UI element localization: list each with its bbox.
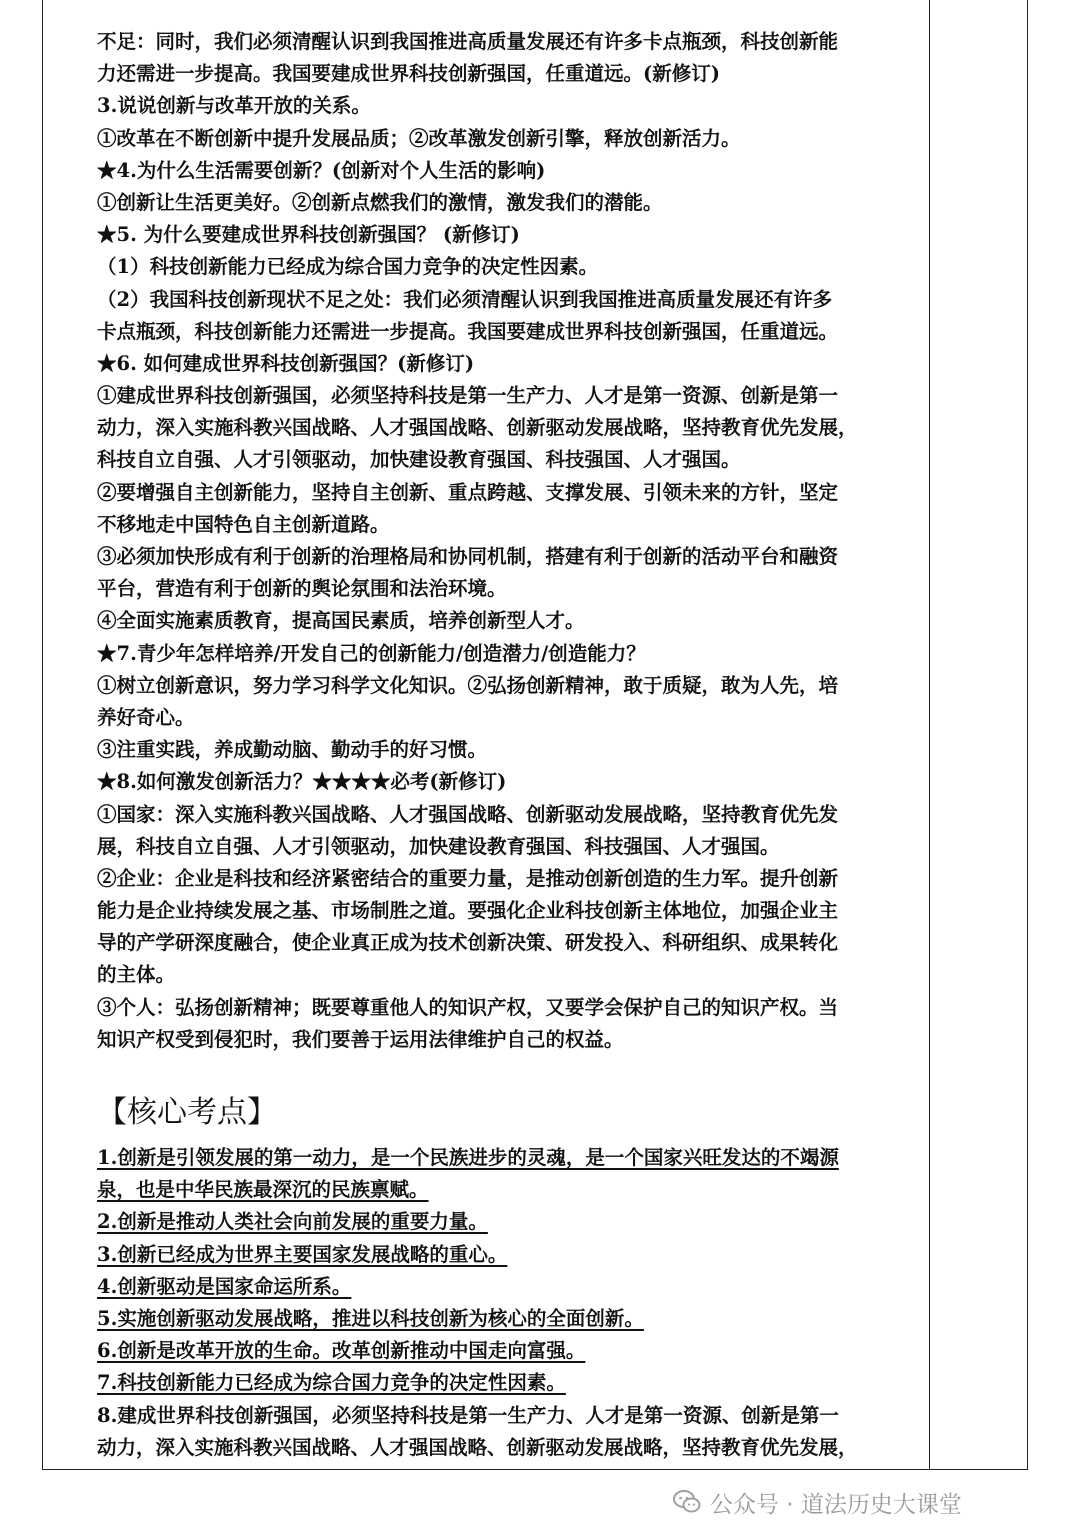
text-line: ①国家：深入实施科教兴国战略、人才强国战略、创新驱动发展战略，坚持教育优先发 bbox=[97, 802, 839, 826]
core-point-line: 6.创新是改革开放的生命。改革创新推动中国走向富强。 bbox=[97, 1339, 586, 1363]
core-point-line: 7.科技创新能力已经成为综合国力竞争的决定性因素。 bbox=[97, 1371, 566, 1395]
text-line: 不移地走中国特色自主创新道路。 bbox=[97, 512, 390, 536]
text-line: ①创新让生活更美好。②创新点燃我们的激情，激发我们的潜能。 bbox=[97, 190, 663, 214]
core-point-line: 4.创新驱动是国家命运所系。 bbox=[97, 1274, 352, 1298]
core-point-line: 3.创新已经成为世界主要国家发展战略的重心。 bbox=[97, 1242, 508, 1266]
text-line: 卡点瓶颈，科技创新能力还需进一步提高。我国要建成世界科技创新强国，任重道远。 bbox=[97, 319, 839, 343]
text-line: ①树立创新意识，努力学习科学文化知识。②弘扬创新精神，敢于质疑，敢为人先，培 bbox=[97, 673, 839, 697]
text-line: 知识产权受到侵犯时，我们要善于运用法律维护自己的权益。 bbox=[97, 1027, 624, 1051]
text-line: ②要增强自主创新能力，坚持自主创新、重点跨越、支撑发展、引领未来的方针，坚定 bbox=[97, 480, 839, 504]
core-point-line: 2.创新是推动人类社会向前发展的重要力量。 bbox=[97, 1210, 488, 1234]
watermark bbox=[672, 1484, 962, 1520]
core-point-line: 动力，深入实施科教兴国战略、人才强国战略、创新驱动发展战略，坚持教育优先发展， bbox=[97, 1435, 858, 1459]
question-4: ★4.为什么生活需要创新？(创新对个人生活的影响) bbox=[97, 158, 546, 182]
question-5: ★5. 为什么要建成世界科技创新强国？ (新修订) bbox=[97, 223, 520, 247]
text-line: 养好奇心。 bbox=[97, 705, 195, 729]
text-line: ③注重实践，养成勤动脑、勤动手的好习惯。 bbox=[97, 738, 488, 762]
text-line: ④全面实施素质教育，提高国民素质，培养创新型人才。 bbox=[97, 609, 585, 633]
section-heading: 【核心考点】 bbox=[97, 1095, 277, 1130]
text-line: 能力是企业持续发展之基、市场制胜之道。要强化企业科技创新主体地位，加强企业主 bbox=[97, 899, 839, 923]
core-point-line: 5.实施创新驱动发展战略，推进以科技创新为核心的全面创新。 bbox=[97, 1306, 644, 1330]
core-point-line: 1.创新是引领发展的第一动力，是一个民族进步的灵魂，是一个国家兴旺发达的不竭源 bbox=[97, 1146, 839, 1169]
question-3: 3.说说创新与改革开放的关系。 bbox=[97, 94, 371, 118]
text-line: 导的产学研深度融合，使企业真正成为技术创新决策、研发投入、科研组织、成果转化 bbox=[97, 931, 839, 955]
text-line: ①建成世界科技创新强国，必须坚持科技是第一生产力、人才是第一资源、创新是第一 bbox=[97, 384, 839, 408]
question-7: ★7.青少年怎样培养/开发自己的创新能力/创造潜力/创造能力？ bbox=[97, 641, 646, 665]
text-line: 力还需进一步提高。我国要建成世界科技创新强国，任重道远。(新修订) bbox=[97, 62, 720, 86]
text-line: 不足：同时，我们必须清醒认识到我国推进高质量发展还有许多卡点瓶颈，科技创新能 bbox=[97, 30, 839, 53]
text-line: ③个人：弘扬创新精神；既要尊重他人的知识产权，又要学会保护自己的知识产权。当 bbox=[97, 995, 839, 1019]
text-line: 展，科技自立自强、人才引领驱动，加快建设教育强国、科技强国、人才强国。 bbox=[97, 834, 780, 858]
text-line: ①改革在不断创新中提升发展品质；②改革激发创新引擎，释放创新活力。 bbox=[97, 126, 741, 150]
document-content bbox=[97, 26, 923, 1464]
question-8: ★8.如何激发创新活力？★★★★必考(新修订) bbox=[97, 770, 507, 794]
question-6: ★6. 如何建成世界科技创新强国？(新修订) bbox=[97, 351, 475, 375]
text-line: 平台，营造有利于创新的舆论氛围和法治环境。 bbox=[97, 577, 507, 601]
text-line: ②企业：企业是科技和经济紧密结合的重要力量，是推动创新创造的生力军。提升创新 bbox=[97, 866, 839, 890]
core-point-line: 泉，也是中华民族最深沉的民族禀赋。 bbox=[97, 1178, 429, 1202]
core-point-line: 8.建成世界科技创新强国，必须坚持科技是第一生产力、人才是第一资源、创新是第一 bbox=[97, 1403, 839, 1427]
text-line: 动力，深入实施科教兴国战略、人才强国战略、创新驱动发展战略，坚持教育优先发展， bbox=[97, 416, 858, 440]
text-line: 科技自立自强、人才引领驱动，加快建设教育强国、科技强国、人才强国。 bbox=[97, 448, 741, 472]
text-line: 的主体。 bbox=[97, 963, 176, 987]
wechat-icon bbox=[672, 1489, 702, 1515]
watermark-text: 公众号 · 道法历史大课堂 bbox=[710, 1491, 962, 1518]
column-divider bbox=[929, 0, 930, 1470]
spacer bbox=[97, 1056, 923, 1084]
document-table bbox=[42, 0, 1028, 1470]
text-line: （2）我国科技创新现状不足之处：我们必须清醒认识到我国推进高质量发展还有许多 bbox=[97, 287, 833, 311]
text-line: ③必须加快形成有利于创新的治理格局和协同机制，搭建有利于创新的活动平台和融资 bbox=[97, 545, 839, 568]
text-line: （1）科技创新能力已经成为综合国力竞争的决定性因素。 bbox=[97, 255, 599, 279]
